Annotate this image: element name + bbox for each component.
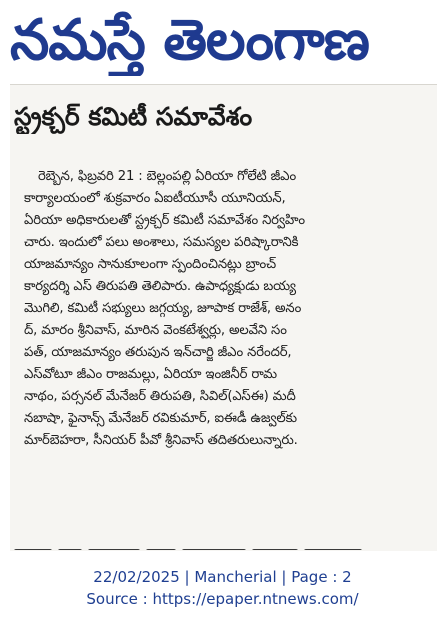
body-line: రెబ్బెన, ఫిబ్రవరి 21 : బెల్లంపల్లి ఏరియా గోలేటి జీఎం bbox=[38, 169, 297, 184]
article-body bbox=[24, 166, 432, 452]
body-line: చారు. ఇందులో పలు అంశాలు, సమస్యల పరిష్కారానికి bbox=[24, 235, 299, 250]
body-line: పత్, యాజమాన్యం తరుపున ఇన్‌చార్జి జీఎం నరేందర్, bbox=[24, 345, 292, 360]
body-line: మార్‌బెహరా, సీనియర్ పీవో శ్రీనివాస్ తదితరులున్నారు. bbox=[24, 433, 298, 448]
body-line: కార్యదర్శి ఎస్ తిరుపతి తెలిపారు. ఉపాధ్యక్షుడు బయ్య bbox=[24, 279, 296, 294]
masthead-title: నమస్తే తెలంగాణ bbox=[10, 8, 369, 73]
body-line: మొగిలి, కమిటీ సభ్యులు జగ్గయ్య, జూపాక రాజేశ్, అనం bbox=[24, 301, 302, 316]
body-line: ఏరియా అధికారులతో స్ట్రక్చర్ కమిటీ సమావేశం నిర్వహిం bbox=[24, 213, 305, 228]
source-footer bbox=[0, 556, 445, 628]
body-line: కార్యాలయంలో శుక్రవారం ఏఐటీయూసీ యూనియన్, bbox=[24, 191, 286, 206]
body-line: యాజమాన్యం సానుకూలంగా స్పందించినట్లు బ్రాంచ్ bbox=[24, 257, 276, 272]
body-line: నాథం, పర్సనల్ మేనేజర్ తిరుపతి, సివిల్(ఎస్ఈ) మదీ bbox=[24, 389, 296, 404]
body-line: ఎస్‌వోటూ జీఎం రాజమల్లు, ఏరియా ఇంజినీర్ రామ bbox=[24, 367, 277, 382]
article-headline: స్ట్రక్చర్ కమిటీ సమావేశం bbox=[14, 102, 253, 131]
body-line: నబాషా, ఫైనాన్స్ మేనేజర్ రవికుమార్, ఐఈడీ ఉజ్వల్‌కు bbox=[24, 411, 297, 426]
cut-off-next-headline bbox=[14, 540, 424, 550]
newspaper-masthead bbox=[0, 0, 445, 82]
source-line: Source : https://epaper.ntnews.com/ bbox=[86, 590, 359, 608]
body-line: ద్, మారం శ్రీనివాస్, మారిన వెంకటేశ్వర్లు, అలవేని సం bbox=[24, 323, 287, 338]
date-edition-line: 22/02/2025 | Mancherial | Page : 2 bbox=[93, 568, 352, 586]
